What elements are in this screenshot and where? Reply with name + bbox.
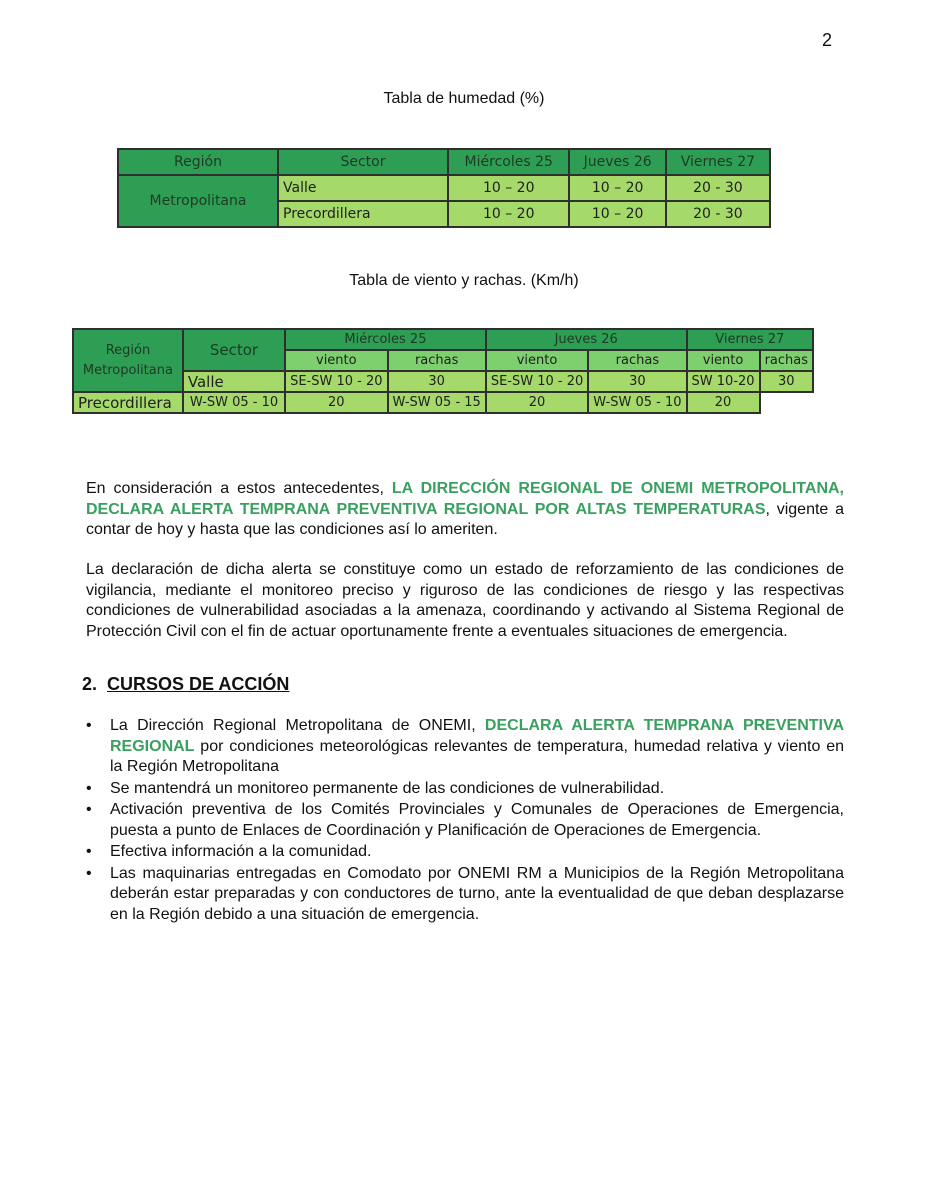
header-day-3: Viernes 27 bbox=[666, 149, 770, 175]
value-cell: 30 bbox=[588, 371, 686, 392]
page-number: 2 bbox=[822, 30, 833, 50]
region-cell: Metropolitana bbox=[118, 175, 278, 227]
value-cell: W-SW 05 - 15 bbox=[388, 392, 486, 413]
alert-paragraph bbox=[86, 479, 844, 541]
value-cell: W-SW 05 - 10 bbox=[588, 392, 686, 413]
value-cell: 20 bbox=[285, 392, 387, 413]
sector-cell: Precordillera bbox=[278, 201, 448, 227]
item-rest: por condiciones meteorológicas relevantes de temperatura, humedad relativa y viento en la Región Metropolitana bbox=[110, 737, 844, 775]
value-cell: SE-SW 10 - 20 bbox=[285, 371, 387, 392]
alert-highlight: LA DIRECCIÓN REGIONAL DE ONEMI METROPOLITANA, DECLARA ALERTA TEMPRANA PREVENTIVA REGIONAL POR ALTAS TEMPERATURAS bbox=[86, 480, 844, 518]
value-cell: 10 – 20 bbox=[569, 175, 665, 201]
list-item bbox=[86, 842, 844, 863]
value-cell: 20 - 30 bbox=[666, 175, 770, 201]
value-cell: SE-SW 10 - 20 bbox=[486, 371, 588, 392]
item-text: Efectiva información a la comunidad. bbox=[110, 843, 372, 860]
section-number: 2. bbox=[82, 674, 98, 694]
value-cell: 10 – 20 bbox=[569, 201, 665, 227]
value-cell: 30 bbox=[388, 371, 486, 392]
bullet-icon: • bbox=[86, 717, 92, 734]
wind-table bbox=[72, 328, 814, 414]
bullet-icon: • bbox=[86, 779, 92, 797]
value-cell: 10 – 20 bbox=[448, 201, 569, 227]
table-row bbox=[73, 392, 813, 413]
item-text: Activación preventiva de los Comités Provinciales y Comunales de Operaciones de Emergencia, puesta a punto de Enlaces de Coordinación y Planificación de Operaciones de Emergencia. bbox=[110, 801, 844, 839]
subheader-rachas: rachas bbox=[388, 350, 486, 371]
humidity-header-row bbox=[118, 149, 770, 175]
table-row bbox=[73, 371, 813, 392]
item-text: Las maquinarias entregadas en Comodato por ONEMI RM a Municipios de la Región Metropolitana deberán estar preparadas y con conductores de turno, ante la eventualidad de que deban desplazarse en la Región debido a una situación de emergencia. bbox=[110, 864, 844, 923]
humidity-table bbox=[117, 148, 771, 228]
bullet-icon: • bbox=[86, 843, 92, 860]
wind-table-caption: Tabla de viento y rachas. (Km/h) bbox=[349, 272, 579, 289]
header-day-2: Jueves 26 bbox=[486, 329, 687, 350]
value-cell: 20 - 30 bbox=[666, 201, 770, 227]
value-cell: 30 bbox=[760, 371, 813, 392]
list-item bbox=[86, 864, 844, 926]
list-item bbox=[86, 716, 844, 778]
header-day-1: Miércoles 25 bbox=[448, 149, 569, 175]
value-cell: SW 10-20 bbox=[687, 371, 760, 392]
header-sector: Sector bbox=[278, 149, 448, 175]
sector-cell: Precordillera bbox=[73, 392, 183, 413]
subheader-rachas: rachas bbox=[588, 350, 686, 371]
bullet-icon: • bbox=[86, 801, 92, 818]
subheader-viento: viento bbox=[486, 350, 588, 371]
sector-cell: Valle bbox=[183, 371, 285, 392]
value-cell: 10 – 20 bbox=[448, 175, 569, 201]
table-row bbox=[118, 175, 770, 201]
alert-rest: , vigente a contar de hoy y hasta que las condiciones así lo ameriten. bbox=[86, 500, 845, 538]
item-text: Se mantendrá un monitoreo permanente de las condiciones de vulnerabilidad. bbox=[110, 779, 665, 797]
item-intro: La Dirección Regional Metropolitana de ONEMI, bbox=[110, 717, 485, 734]
header-sector: Sector bbox=[183, 329, 285, 371]
header-day-1: Miércoles 25 bbox=[285, 329, 486, 350]
value-cell: W-SW 05 - 10 bbox=[183, 392, 285, 413]
wind-header-row-days bbox=[73, 329, 813, 350]
value-cell: 20 bbox=[486, 392, 588, 413]
region-cell: Región Metropolitana bbox=[73, 329, 183, 392]
bullet-icon: • bbox=[86, 864, 92, 882]
alert-intro: En consideración a estos antecedentes, bbox=[86, 480, 392, 497]
header-day-2: Jueves 26 bbox=[569, 149, 665, 175]
section-title: CURSOS DE ACCIÓN bbox=[107, 674, 290, 694]
subheader-viento: viento bbox=[687, 350, 760, 371]
actions-list bbox=[86, 716, 844, 926]
list-item bbox=[86, 800, 844, 841]
subheader-rachas: rachas bbox=[760, 350, 813, 371]
sector-cell: Valle bbox=[278, 175, 448, 201]
item-highlight: DECLARA ALERTA TEMPRANA PREVENTIVA REGIONAL bbox=[110, 717, 844, 755]
header-region: Región bbox=[118, 149, 278, 175]
value-cell: 20 bbox=[687, 392, 760, 413]
list-item bbox=[86, 779, 844, 800]
humidity-table-caption: Tabla de humedad (%) bbox=[383, 90, 545, 107]
header-day-3: Viernes 27 bbox=[687, 329, 813, 350]
declaration-paragraph: La declaración de dicha alerta se constituye como un estado de reforzamiento de las condiciones de vigilancia, mediante el monitoreo preciso y riguroso de las condiciones de riesgo y las respectivas condiciones de vulnerabilidad asociadas a la amenaza, coordinando y activando al Sistema Regional de Protección Civil con el fin de actuar oportunamente frente a eventuales situaciones de emergencia. bbox=[86, 561, 844, 640]
section-heading bbox=[82, 674, 289, 695]
subheader-viento: viento bbox=[285, 350, 387, 371]
